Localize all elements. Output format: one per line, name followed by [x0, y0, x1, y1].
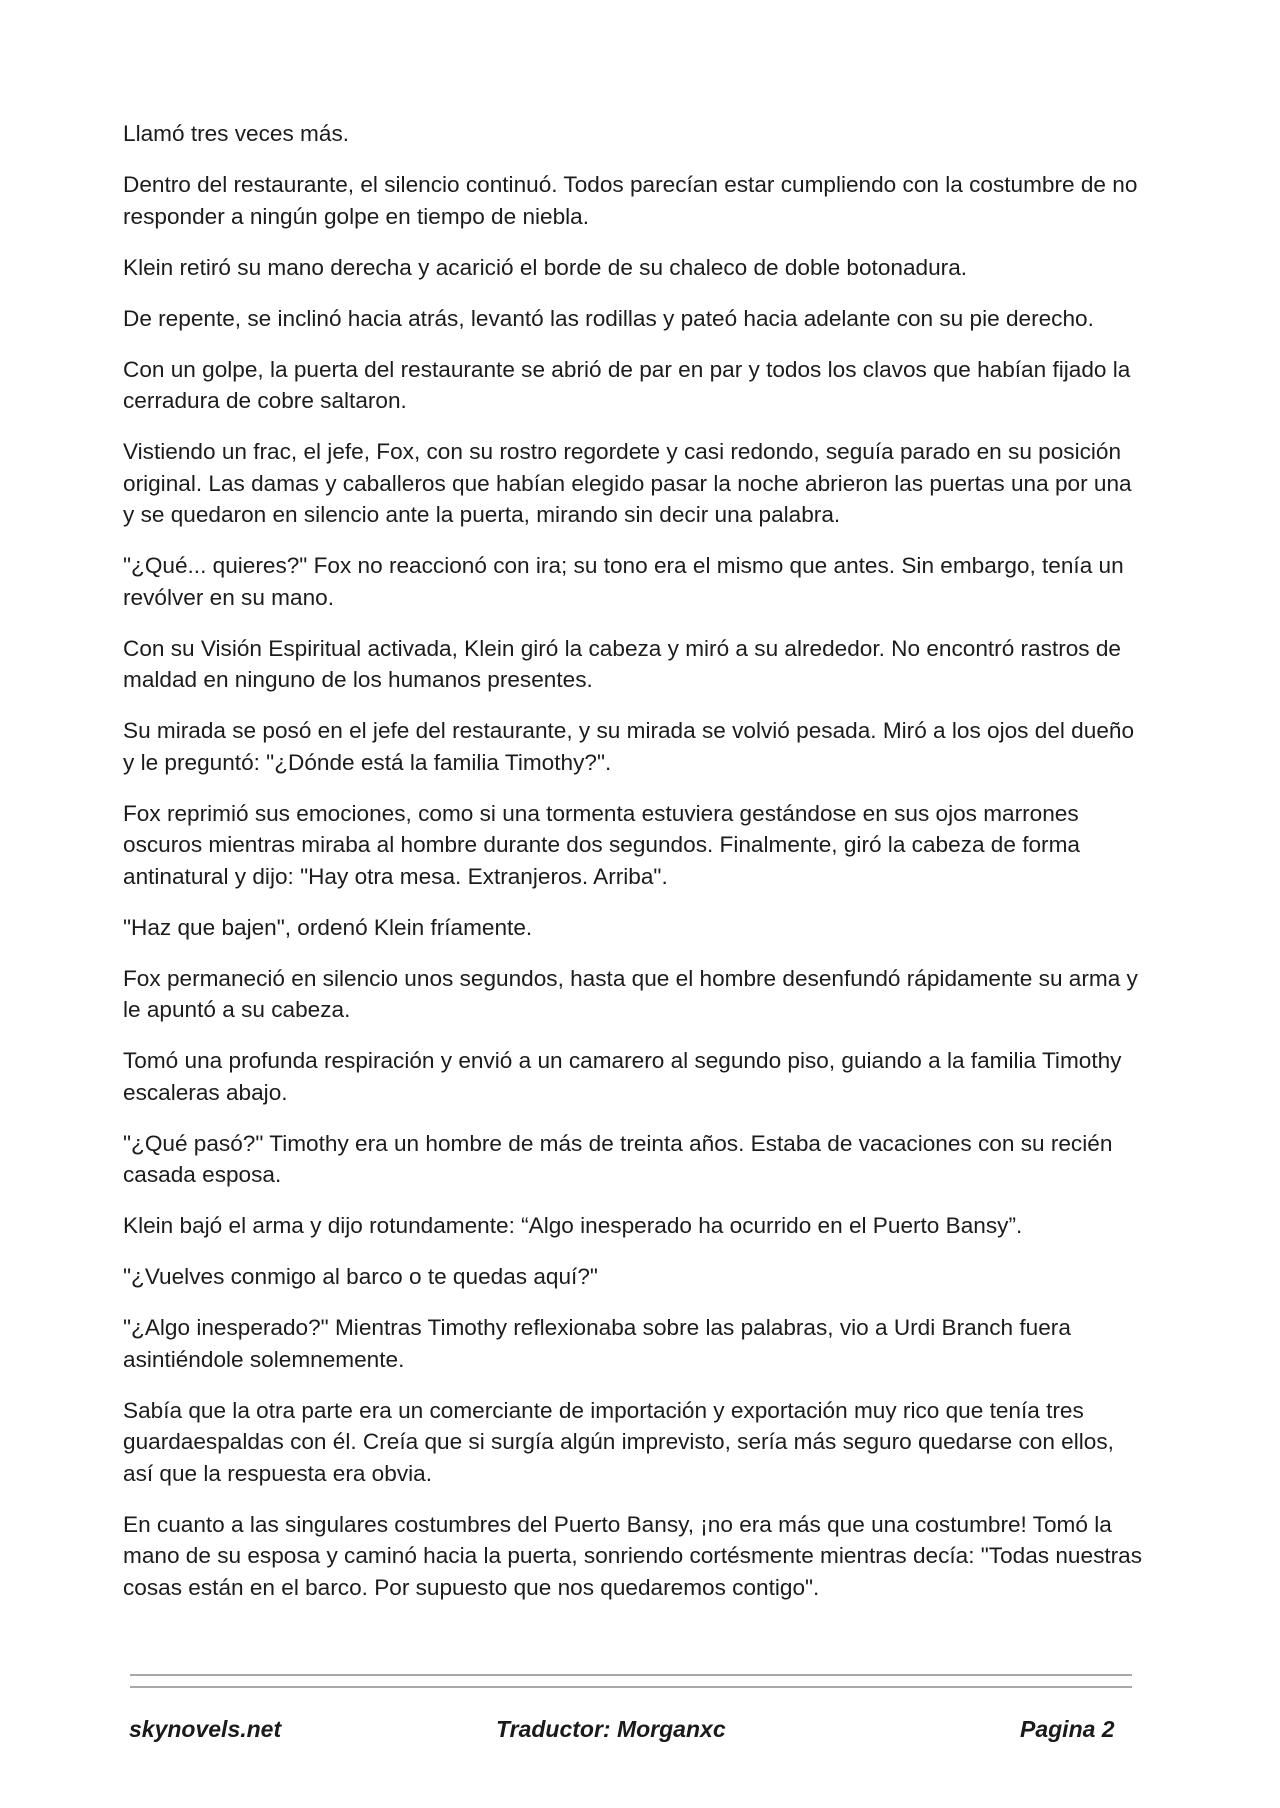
footer-page-number: Pagina 2	[1020, 1716, 1115, 1742]
footer-divider-top	[130, 1674, 1132, 1676]
paragraph: "¿Qué pasó?" Timothy era un hombre de más de treinta años. Estaba de vacaciones con su recién casada esposa.	[123, 1130, 1113, 1187]
paragraph: Con un golpe, la puerta del restaurante se abrió de par en par y todos los clavos que habían fijado la cerradura de cobre saltaron.	[123, 356, 1131, 413]
paragraph: Su mirada se posó en el jefe del restaurante, y su mirada se volvió pesada. Miró a los ojos del dueño y le preguntó: "¿Dónde está la familia Timothy?".	[123, 718, 1135, 775]
paragraph: Vistiendo un frac, el jefe, Fox, con su rostro regordete y casi redondo, seguía parado en su posición original. Las damas y caballeros que habían elegido pasar la noche abrieron las puertas una por una y se quedaron en silencio ante la puerta, mirando sin decir una palabra.	[123, 439, 1132, 527]
paragraph: Con su Visión Espiritual activada, Klein giró la cabeza y miró a su alrededor. No encontró rastros de maldad en ninguno de los humanos presentes.	[123, 635, 1121, 692]
paragraph: Llamó tres veces más.	[123, 121, 350, 146]
footer-divider-bottom	[130, 1686, 1132, 1688]
paragraph: En cuanto a las singulares costumbres del Puerto Bansy, ¡no era más que una costumbre! Tomó la mano de su esposa y caminó hacia la puerta, sonriendo cortésmente mientras decía: "Todas nuestras cosas están en el barco. Por supuesto que nos quedaremos contigo".	[123, 1511, 1143, 1600]
paragraph: "¿Vuelves conmigo al barco o te quedas aquí?"	[123, 1264, 598, 1289]
paragraph: "Haz que bajen", ordenó Klein fríamente.	[123, 914, 533, 940]
paragraph: Fox permaneció en silencio unos segundos, hasta que el hombre desenfundó rápidamente su arma y le apuntó a su cabeza.	[123, 965, 1138, 1022]
paragraph: De repente, se inclinó hacia atrás, levantó las rodillas y pateó hacia adelante con su pie derecho.	[123, 305, 1094, 331]
paragraph: Fox reprimió sus emociones, como si una tormenta estuviera gestándose en sus ojos marrones oscuros mientras miraba al hombre durante dos segundos. Finalmente, giró la cabeza de forma antinatural y dijo: "Hay otra mesa. Extranjeros. Arriba".	[123, 800, 1080, 889]
paragraph: Klein bajó el arma y dijo rotundamente: “Algo inesperado ha ocurrido en el Puerto Bansy”.	[123, 1213, 1023, 1238]
paragraph: Sabía que la otra parte era un comerciante de importación y exportación muy rico que tenía tres guardaespaldas con él. Creía que si surgía algún imprevisto, sería más seguro quedarse con ellos, así que la respuesta era obvia.	[123, 1397, 1114, 1486]
paragraph: Dentro del restaurante, el silencio continuó. Todos parecían estar cumpliendo con la costumbre de no responder a ningún golpe en tiempo de niebla.	[123, 172, 1138, 229]
footer-translator: Traductor: Morganxc	[496, 1716, 726, 1742]
paragraph: Tomó una profunda respiración y envió a un camarero al segundo piso, guiando a la familia Timothy escaleras abajo.	[123, 1048, 1122, 1105]
paragraph: "¿Algo inesperado?" Mientras Timothy reflexionaba sobre las palabras, vio a Urdi Branch fuera asintiéndole solemnemente.	[123, 1315, 1071, 1372]
body-text	[123, 118, 1143, 1623]
footer-site: skynovels.net	[129, 1716, 282, 1742]
paragraph: "¿Qué... quieres?" Fox no reaccionó con ira; su tono era el mismo que antes. Sin embargo, tenía un revólver en su mano.	[123, 553, 1124, 610]
paragraph: Klein retiró su mano derecha y acarició el borde de su chaleco de doble botonadura.	[123, 254, 968, 280]
